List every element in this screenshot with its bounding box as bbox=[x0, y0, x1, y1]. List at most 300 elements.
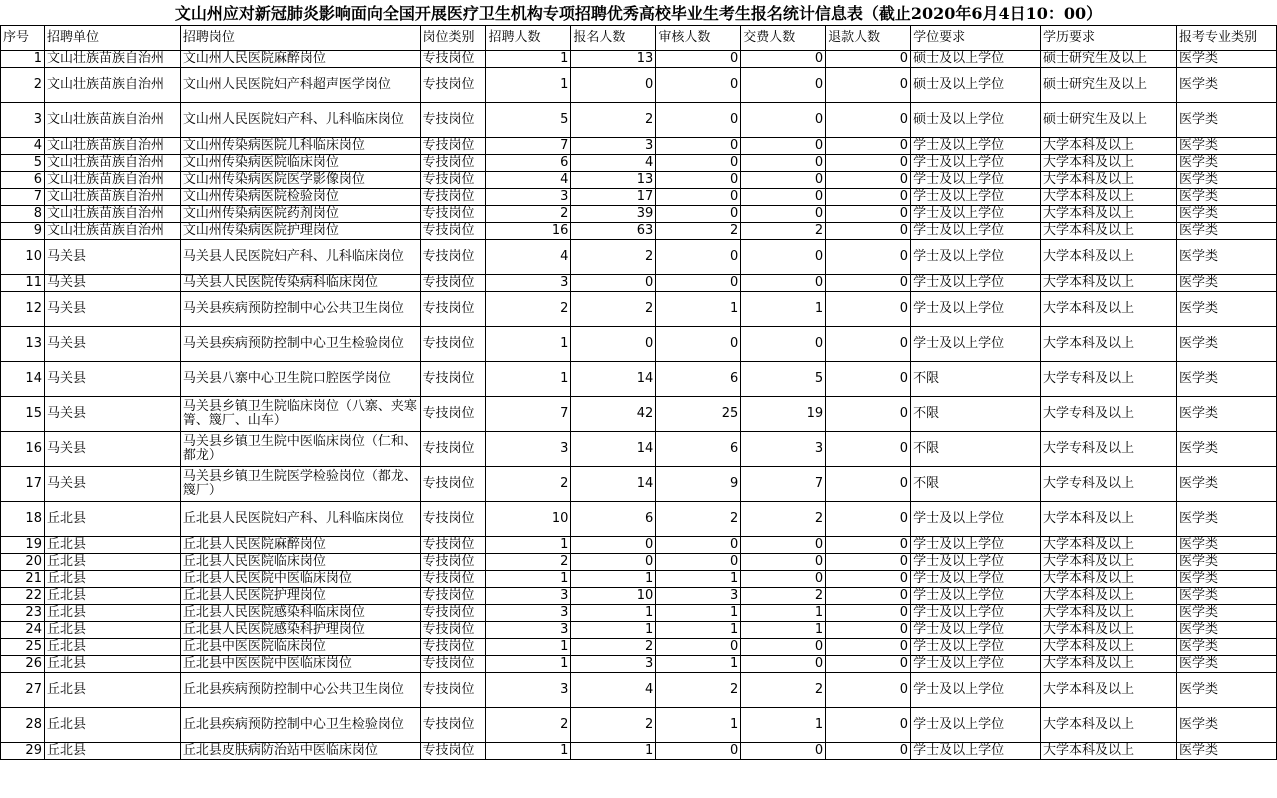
cell-degree[interactable]: 硕士及以上学位 bbox=[911, 103, 1041, 138]
cell-applicants[interactable]: 2 bbox=[571, 708, 656, 743]
cell-degree[interactable]: 硕士及以上学位 bbox=[911, 51, 1041, 68]
cell-education[interactable]: 大学专科及以上 bbox=[1041, 467, 1177, 502]
cell-education[interactable]: 大学本科及以上 bbox=[1041, 206, 1177, 223]
cell-employer[interactable]: 丘北县 bbox=[44, 708, 180, 743]
cell-index[interactable]: 20 bbox=[1, 554, 45, 571]
cell-hiring-count[interactable]: 1 bbox=[486, 362, 571, 397]
cell-index[interactable]: 24 bbox=[1, 622, 45, 639]
cell-major[interactable]: 医学类 bbox=[1176, 172, 1276, 189]
cell-paid[interactable]: 0 bbox=[741, 639, 826, 656]
cell-reviewed[interactable]: 0 bbox=[656, 68, 741, 103]
cell-reviewed[interactable]: 9 bbox=[656, 467, 741, 502]
cell-degree[interactable]: 学士及以上学位 bbox=[911, 292, 1041, 327]
cell-category[interactable]: 专技岗位 bbox=[420, 172, 486, 189]
col-header-education[interactable]: 学历要求 bbox=[1041, 26, 1177, 51]
col-header-paid[interactable]: 交费人数 bbox=[741, 26, 826, 51]
cell-hiring-count[interactable]: 7 bbox=[486, 138, 571, 155]
cell-major[interactable]: 医学类 bbox=[1176, 673, 1276, 708]
cell-index[interactable]: 18 bbox=[1, 502, 45, 537]
cell-applicants[interactable]: 17 bbox=[571, 189, 656, 206]
cell-paid[interactable]: 2 bbox=[741, 223, 826, 240]
cell-applicants[interactable]: 4 bbox=[571, 155, 656, 172]
cell-index[interactable]: 29 bbox=[1, 743, 45, 760]
cell-refunded[interactable]: 0 bbox=[826, 673, 911, 708]
cell-paid[interactable]: 1 bbox=[741, 605, 826, 622]
cell-major[interactable]: 医学类 bbox=[1176, 189, 1276, 206]
cell-refunded[interactable]: 0 bbox=[826, 397, 911, 432]
cell-reviewed[interactable]: 0 bbox=[656, 51, 741, 68]
cell-category[interactable]: 专技岗位 bbox=[420, 275, 486, 292]
cell-position[interactable]: 马关县人民医院妇产科、儿科临床岗位 bbox=[180, 240, 420, 275]
cell-reviewed[interactable]: 0 bbox=[656, 103, 741, 138]
cell-category[interactable]: 专技岗位 bbox=[420, 743, 486, 760]
cell-applicants[interactable]: 10 bbox=[571, 588, 656, 605]
cell-reviewed[interactable]: 2 bbox=[656, 223, 741, 240]
cell-refunded[interactable]: 0 bbox=[826, 571, 911, 588]
cell-index[interactable]: 2 bbox=[1, 68, 45, 103]
cell-position[interactable]: 马关县乡镇卫生院临床岗位（八寨、夹寒箐、篾厂、山车） bbox=[180, 397, 420, 432]
cell-position[interactable]: 丘北县中医医院临床岗位 bbox=[180, 639, 420, 656]
cell-category[interactable]: 专技岗位 bbox=[420, 206, 486, 223]
cell-education[interactable]: 大学本科及以上 bbox=[1041, 605, 1177, 622]
cell-paid[interactable]: 0 bbox=[741, 172, 826, 189]
cell-refunded[interactable]: 0 bbox=[826, 605, 911, 622]
cell-employer[interactable]: 马关县 bbox=[44, 275, 180, 292]
cell-category[interactable]: 专技岗位 bbox=[420, 103, 486, 138]
cell-education[interactable]: 大学本科及以上 bbox=[1041, 292, 1177, 327]
cell-employer[interactable]: 文山壮族苗族自治州 bbox=[44, 51, 180, 68]
cell-hiring-count[interactable]: 1 bbox=[486, 68, 571, 103]
cell-paid[interactable]: 0 bbox=[741, 554, 826, 571]
cell-reviewed[interactable]: 0 bbox=[656, 206, 741, 223]
cell-position[interactable]: 文山州传染病医院医学影像岗位 bbox=[180, 172, 420, 189]
col-header-applicants[interactable]: 报名人数 bbox=[571, 26, 656, 51]
cell-education[interactable]: 大学本科及以上 bbox=[1041, 571, 1177, 588]
cell-refunded[interactable]: 0 bbox=[826, 656, 911, 673]
cell-employer[interactable]: 马关县 bbox=[44, 432, 180, 467]
cell-hiring-count[interactable]: 3 bbox=[486, 588, 571, 605]
cell-major[interactable]: 医学类 bbox=[1176, 502, 1276, 537]
cell-education[interactable]: 大学本科及以上 bbox=[1041, 639, 1177, 656]
cell-index[interactable]: 12 bbox=[1, 292, 45, 327]
cell-index[interactable]: 3 bbox=[1, 103, 45, 138]
cell-applicants[interactable]: 3 bbox=[571, 656, 656, 673]
cell-paid[interactable]: 7 bbox=[741, 467, 826, 502]
cell-position[interactable]: 马关县疾病预防控制中心公共卫生岗位 bbox=[180, 292, 420, 327]
cell-degree[interactable]: 学士及以上学位 bbox=[911, 138, 1041, 155]
cell-position[interactable]: 马关县人民医院传染病科临床岗位 bbox=[180, 275, 420, 292]
cell-education[interactable]: 硕士研究生及以上 bbox=[1041, 51, 1177, 68]
cell-employer[interactable]: 马关县 bbox=[44, 327, 180, 362]
cell-employer[interactable]: 马关县 bbox=[44, 292, 180, 327]
cell-education[interactable]: 大学本科及以上 bbox=[1041, 622, 1177, 639]
cell-index[interactable]: 15 bbox=[1, 397, 45, 432]
cell-index[interactable]: 7 bbox=[1, 189, 45, 206]
cell-position[interactable]: 文山州人民医院麻醉岗位 bbox=[180, 51, 420, 68]
cell-reviewed[interactable]: 2 bbox=[656, 502, 741, 537]
cell-major[interactable]: 医学类 bbox=[1176, 103, 1276, 138]
cell-applicants[interactable]: 0 bbox=[571, 68, 656, 103]
cell-hiring-count[interactable]: 7 bbox=[486, 397, 571, 432]
cell-degree[interactable]: 学士及以上学位 bbox=[911, 743, 1041, 760]
cell-applicants[interactable]: 39 bbox=[571, 206, 656, 223]
cell-position[interactable]: 文山州人民医院妇产科、儿科临床岗位 bbox=[180, 103, 420, 138]
cell-hiring-count[interactable]: 1 bbox=[486, 327, 571, 362]
cell-degree[interactable]: 学士及以上学位 bbox=[911, 327, 1041, 362]
cell-hiring-count[interactable]: 3 bbox=[486, 622, 571, 639]
cell-major[interactable]: 医学类 bbox=[1176, 275, 1276, 292]
cell-major[interactable]: 医学类 bbox=[1176, 571, 1276, 588]
cell-degree[interactable]: 硕士及以上学位 bbox=[911, 68, 1041, 103]
col-header-major[interactable]: 报考专业类别 bbox=[1176, 26, 1276, 51]
cell-category[interactable]: 专技岗位 bbox=[420, 708, 486, 743]
cell-applicants[interactable]: 0 bbox=[571, 554, 656, 571]
cell-refunded[interactable]: 0 bbox=[826, 327, 911, 362]
cell-index[interactable]: 4 bbox=[1, 138, 45, 155]
cell-degree[interactable]: 学士及以上学位 bbox=[911, 155, 1041, 172]
cell-employer[interactable]: 马关县 bbox=[44, 362, 180, 397]
cell-category[interactable]: 专技岗位 bbox=[420, 656, 486, 673]
cell-index[interactable]: 13 bbox=[1, 327, 45, 362]
cell-hiring-count[interactable]: 4 bbox=[486, 240, 571, 275]
cell-refunded[interactable]: 0 bbox=[826, 588, 911, 605]
cell-hiring-count[interactable]: 2 bbox=[486, 292, 571, 327]
cell-category[interactable]: 专技岗位 bbox=[420, 51, 486, 68]
cell-degree[interactable]: 学士及以上学位 bbox=[911, 275, 1041, 292]
cell-paid[interactable]: 0 bbox=[741, 138, 826, 155]
cell-hiring-count[interactable]: 3 bbox=[486, 275, 571, 292]
cell-position[interactable]: 丘北县中医医院中医临床岗位 bbox=[180, 656, 420, 673]
cell-applicants[interactable]: 13 bbox=[571, 51, 656, 68]
cell-category[interactable]: 专技岗位 bbox=[420, 673, 486, 708]
cell-paid[interactable]: 0 bbox=[741, 155, 826, 172]
cell-index[interactable]: 9 bbox=[1, 223, 45, 240]
cell-index[interactable]: 28 bbox=[1, 708, 45, 743]
cell-degree[interactable]: 学士及以上学位 bbox=[911, 172, 1041, 189]
cell-reviewed[interactable]: 1 bbox=[656, 292, 741, 327]
cell-position[interactable]: 丘北县人民医院护理岗位 bbox=[180, 588, 420, 605]
col-header-position[interactable]: 招聘岗位 bbox=[180, 26, 420, 51]
cell-major[interactable]: 医学类 bbox=[1176, 206, 1276, 223]
cell-employer[interactable]: 文山壮族苗族自治州 bbox=[44, 172, 180, 189]
cell-position[interactable]: 丘北县皮肤病防治站中医临床岗位 bbox=[180, 743, 420, 760]
cell-position[interactable]: 丘北县人民医院临床岗位 bbox=[180, 554, 420, 571]
cell-major[interactable]: 医学类 bbox=[1176, 68, 1276, 103]
cell-category[interactable]: 专技岗位 bbox=[420, 397, 486, 432]
cell-employer[interactable]: 丘北县 bbox=[44, 639, 180, 656]
cell-employer[interactable]: 文山壮族苗族自治州 bbox=[44, 103, 180, 138]
cell-major[interactable]: 医学类 bbox=[1176, 743, 1276, 760]
cell-position[interactable]: 丘北县人民医院感染科护理岗位 bbox=[180, 622, 420, 639]
cell-category[interactable]: 专技岗位 bbox=[420, 223, 486, 240]
cell-degree[interactable]: 学士及以上学位 bbox=[911, 605, 1041, 622]
cell-index[interactable]: 14 bbox=[1, 362, 45, 397]
cell-category[interactable]: 专技岗位 bbox=[420, 432, 486, 467]
cell-index[interactable]: 5 bbox=[1, 155, 45, 172]
cell-education[interactable]: 大学本科及以上 bbox=[1041, 327, 1177, 362]
cell-position[interactable]: 丘北县疾病预防控制中心卫生检验岗位 bbox=[180, 708, 420, 743]
cell-position[interactable]: 丘北县人民医院中医临床岗位 bbox=[180, 571, 420, 588]
cell-education[interactable]: 大学专科及以上 bbox=[1041, 397, 1177, 432]
cell-employer[interactable]: 丘北县 bbox=[44, 571, 180, 588]
cell-reviewed[interactable]: 0 bbox=[656, 743, 741, 760]
cell-refunded[interactable]: 0 bbox=[826, 240, 911, 275]
cell-major[interactable]: 医学类 bbox=[1176, 292, 1276, 327]
cell-paid[interactable]: 0 bbox=[741, 743, 826, 760]
cell-position[interactable]: 马关县疾病预防控制中心卫生检验岗位 bbox=[180, 327, 420, 362]
cell-degree[interactable]: 学士及以上学位 bbox=[911, 537, 1041, 554]
col-header-refunded[interactable]: 退款人数 bbox=[826, 26, 911, 51]
cell-reviewed[interactable]: 1 bbox=[656, 656, 741, 673]
cell-refunded[interactable]: 0 bbox=[826, 172, 911, 189]
cell-education[interactable]: 大学本科及以上 bbox=[1041, 743, 1177, 760]
cell-degree[interactable]: 学士及以上学位 bbox=[911, 673, 1041, 708]
cell-paid[interactable]: 0 bbox=[741, 68, 826, 103]
cell-index[interactable]: 10 bbox=[1, 240, 45, 275]
cell-paid[interactable]: 19 bbox=[741, 397, 826, 432]
cell-reviewed[interactable]: 0 bbox=[656, 554, 741, 571]
cell-major[interactable]: 医学类 bbox=[1176, 223, 1276, 240]
cell-category[interactable]: 专技岗位 bbox=[420, 588, 486, 605]
cell-reviewed[interactable]: 0 bbox=[656, 240, 741, 275]
cell-position[interactable]: 文山州传染病医院药剂岗位 bbox=[180, 206, 420, 223]
cell-position[interactable]: 丘北县疾病预防控制中心公共卫生岗位 bbox=[180, 673, 420, 708]
cell-index[interactable]: 22 bbox=[1, 588, 45, 605]
cell-degree[interactable]: 学士及以上学位 bbox=[911, 554, 1041, 571]
cell-employer[interactable]: 丘北县 bbox=[44, 605, 180, 622]
cell-education[interactable]: 大学本科及以上 bbox=[1041, 588, 1177, 605]
cell-major[interactable]: 医学类 bbox=[1176, 397, 1276, 432]
cell-position[interactable]: 文山州传染病医院临床岗位 bbox=[180, 155, 420, 172]
cell-employer[interactable]: 文山壮族苗族自治州 bbox=[44, 155, 180, 172]
col-header-degree[interactable]: 学位要求 bbox=[911, 26, 1041, 51]
cell-applicants[interactable]: 63 bbox=[571, 223, 656, 240]
cell-employer[interactable]: 丘北县 bbox=[44, 656, 180, 673]
cell-index[interactable]: 8 bbox=[1, 206, 45, 223]
cell-paid[interactable]: 1 bbox=[741, 708, 826, 743]
cell-refunded[interactable]: 0 bbox=[826, 467, 911, 502]
cell-major[interactable]: 医学类 bbox=[1176, 432, 1276, 467]
cell-refunded[interactable]: 0 bbox=[826, 103, 911, 138]
cell-reviewed[interactable]: 1 bbox=[656, 622, 741, 639]
cell-applicants[interactable]: 1 bbox=[571, 605, 656, 622]
cell-position[interactable]: 丘北县人民医院妇产科、儿科临床岗位 bbox=[180, 502, 420, 537]
cell-index[interactable]: 27 bbox=[1, 673, 45, 708]
cell-refunded[interactable]: 0 bbox=[826, 537, 911, 554]
cell-paid[interactable]: 2 bbox=[741, 502, 826, 537]
cell-position[interactable]: 马关县乡镇卫生院医学检验岗位（都龙、篾厂） bbox=[180, 467, 420, 502]
cell-applicants[interactable]: 0 bbox=[571, 537, 656, 554]
cell-index[interactable]: 1 bbox=[1, 51, 45, 68]
cell-major[interactable]: 医学类 bbox=[1176, 327, 1276, 362]
cell-refunded[interactable]: 0 bbox=[826, 639, 911, 656]
cell-applicants[interactable]: 14 bbox=[571, 467, 656, 502]
cell-major[interactable]: 医学类 bbox=[1176, 467, 1276, 502]
cell-hiring-count[interactable]: 3 bbox=[486, 189, 571, 206]
cell-index[interactable]: 26 bbox=[1, 656, 45, 673]
col-header-reviewed[interactable]: 审核人数 bbox=[656, 26, 741, 51]
cell-reviewed[interactable]: 1 bbox=[656, 571, 741, 588]
cell-reviewed[interactable]: 0 bbox=[656, 275, 741, 292]
col-header-category[interactable]: 岗位类别 bbox=[420, 26, 486, 51]
cell-position[interactable]: 马关县乡镇卫生院中医临床岗位（仁和、都龙） bbox=[180, 432, 420, 467]
cell-reviewed[interactable]: 3 bbox=[656, 588, 741, 605]
cell-refunded[interactable]: 0 bbox=[826, 275, 911, 292]
cell-hiring-count[interactable]: 6 bbox=[486, 155, 571, 172]
cell-hiring-count[interactable]: 2 bbox=[486, 467, 571, 502]
cell-employer[interactable]: 文山壮族苗族自治州 bbox=[44, 206, 180, 223]
cell-hiring-count[interactable]: 5 bbox=[486, 103, 571, 138]
col-header-hiring-count[interactable]: 招聘人数 bbox=[486, 26, 571, 51]
cell-hiring-count[interactable]: 2 bbox=[486, 554, 571, 571]
cell-hiring-count[interactable]: 4 bbox=[486, 172, 571, 189]
cell-paid[interactable]: 0 bbox=[741, 206, 826, 223]
cell-applicants[interactable]: 6 bbox=[571, 502, 656, 537]
cell-degree[interactable]: 学士及以上学位 bbox=[911, 656, 1041, 673]
cell-position[interactable]: 文山州传染病医院检验岗位 bbox=[180, 189, 420, 206]
cell-major[interactable]: 医学类 bbox=[1176, 138, 1276, 155]
cell-position[interactable]: 马关县八寨中心卫生院口腔医学岗位 bbox=[180, 362, 420, 397]
cell-position[interactable]: 文山州人民医院妇产科超声医学岗位 bbox=[180, 68, 420, 103]
cell-degree[interactable]: 学士及以上学位 bbox=[911, 189, 1041, 206]
cell-paid[interactable]: 0 bbox=[741, 240, 826, 275]
cell-applicants[interactable]: 13 bbox=[571, 172, 656, 189]
cell-reviewed[interactable]: 0 bbox=[656, 138, 741, 155]
cell-major[interactable]: 医学类 bbox=[1176, 708, 1276, 743]
cell-hiring-count[interactable]: 16 bbox=[486, 223, 571, 240]
cell-refunded[interactable]: 0 bbox=[826, 502, 911, 537]
cell-education[interactable]: 大学本科及以上 bbox=[1041, 172, 1177, 189]
cell-applicants[interactable]: 2 bbox=[571, 103, 656, 138]
col-header-employer[interactable]: 招聘单位 bbox=[44, 26, 180, 51]
cell-reviewed[interactable]: 25 bbox=[656, 397, 741, 432]
cell-major[interactable]: 医学类 bbox=[1176, 362, 1276, 397]
cell-degree[interactable]: 学士及以上学位 bbox=[911, 206, 1041, 223]
cell-education[interactable]: 大学本科及以上 bbox=[1041, 275, 1177, 292]
cell-employer[interactable]: 丘北县 bbox=[44, 554, 180, 571]
cell-reviewed[interactable]: 0 bbox=[656, 537, 741, 554]
cell-category[interactable]: 专技岗位 bbox=[420, 554, 486, 571]
cell-education[interactable]: 大学本科及以上 bbox=[1041, 708, 1177, 743]
cell-paid[interactable]: 0 bbox=[741, 103, 826, 138]
cell-applicants[interactable]: 2 bbox=[571, 639, 656, 656]
cell-paid[interactable]: 0 bbox=[741, 275, 826, 292]
cell-category[interactable]: 专技岗位 bbox=[420, 292, 486, 327]
cell-index[interactable]: 16 bbox=[1, 432, 45, 467]
cell-education[interactable]: 大学本科及以上 bbox=[1041, 656, 1177, 673]
cell-applicants[interactable]: 14 bbox=[571, 362, 656, 397]
cell-position[interactable]: 文山州传染病医院护理岗位 bbox=[180, 223, 420, 240]
cell-employer[interactable]: 马关县 bbox=[44, 240, 180, 275]
cell-category[interactable]: 专技岗位 bbox=[420, 68, 486, 103]
cell-hiring-count[interactable]: 2 bbox=[486, 206, 571, 223]
cell-major[interactable]: 医学类 bbox=[1176, 605, 1276, 622]
cell-education[interactable]: 大学本科及以上 bbox=[1041, 554, 1177, 571]
cell-employer[interactable]: 文山壮族苗族自治州 bbox=[44, 138, 180, 155]
cell-degree[interactable]: 不限 bbox=[911, 432, 1041, 467]
cell-index[interactable]: 19 bbox=[1, 537, 45, 554]
cell-position[interactable]: 丘北县人民医院麻醉岗位 bbox=[180, 537, 420, 554]
cell-reviewed[interactable]: 0 bbox=[656, 327, 741, 362]
cell-degree[interactable]: 不限 bbox=[911, 397, 1041, 432]
cell-refunded[interactable]: 0 bbox=[826, 743, 911, 760]
cell-hiring-count[interactable]: 1 bbox=[486, 51, 571, 68]
cell-hiring-count[interactable]: 1 bbox=[486, 537, 571, 554]
cell-category[interactable]: 专技岗位 bbox=[420, 571, 486, 588]
cell-degree[interactable]: 学士及以上学位 bbox=[911, 571, 1041, 588]
cell-applicants[interactable]: 4 bbox=[571, 673, 656, 708]
cell-education[interactable]: 大学本科及以上 bbox=[1041, 240, 1177, 275]
cell-reviewed[interactable]: 0 bbox=[656, 172, 741, 189]
cell-major[interactable]: 医学类 bbox=[1176, 537, 1276, 554]
cell-position[interactable]: 文山州传染病医院儿科临床岗位 bbox=[180, 138, 420, 155]
cell-refunded[interactable]: 0 bbox=[826, 155, 911, 172]
cell-paid[interactable]: 2 bbox=[741, 673, 826, 708]
cell-applicants[interactable]: 2 bbox=[571, 292, 656, 327]
cell-hiring-count[interactable]: 10 bbox=[486, 502, 571, 537]
cell-category[interactable]: 专技岗位 bbox=[420, 605, 486, 622]
col-header-index[interactable]: 序号 bbox=[1, 26, 45, 51]
cell-category[interactable]: 专技岗位 bbox=[420, 639, 486, 656]
cell-major[interactable]: 医学类 bbox=[1176, 155, 1276, 172]
cell-index[interactable]: 11 bbox=[1, 275, 45, 292]
cell-employer[interactable]: 丘北县 bbox=[44, 622, 180, 639]
cell-reviewed[interactable]: 2 bbox=[656, 673, 741, 708]
cell-hiring-count[interactable]: 1 bbox=[486, 743, 571, 760]
cell-paid[interactable]: 3 bbox=[741, 432, 826, 467]
cell-education[interactable]: 大学本科及以上 bbox=[1041, 502, 1177, 537]
cell-education[interactable]: 大学专科及以上 bbox=[1041, 362, 1177, 397]
cell-applicants[interactable]: 1 bbox=[571, 571, 656, 588]
cell-refunded[interactable]: 0 bbox=[826, 138, 911, 155]
cell-applicants[interactable]: 3 bbox=[571, 138, 656, 155]
cell-paid[interactable]: 0 bbox=[741, 571, 826, 588]
cell-refunded[interactable]: 0 bbox=[826, 362, 911, 397]
cell-index[interactable]: 21 bbox=[1, 571, 45, 588]
cell-education[interactable]: 硕士研究生及以上 bbox=[1041, 103, 1177, 138]
cell-refunded[interactable]: 0 bbox=[826, 292, 911, 327]
cell-education[interactable]: 大学本科及以上 bbox=[1041, 223, 1177, 240]
cell-category[interactable]: 专技岗位 bbox=[420, 240, 486, 275]
cell-hiring-count[interactable]: 1 bbox=[486, 639, 571, 656]
cell-category[interactable]: 专技岗位 bbox=[420, 467, 486, 502]
cell-index[interactable]: 6 bbox=[1, 172, 45, 189]
cell-position[interactable]: 丘北县人民医院感染科临床岗位 bbox=[180, 605, 420, 622]
cell-degree[interactable]: 学士及以上学位 bbox=[911, 240, 1041, 275]
cell-refunded[interactable]: 0 bbox=[826, 189, 911, 206]
cell-degree[interactable]: 学士及以上学位 bbox=[911, 639, 1041, 656]
cell-applicants[interactable]: 0 bbox=[571, 327, 656, 362]
cell-hiring-count[interactable]: 3 bbox=[486, 432, 571, 467]
cell-reviewed[interactable]: 6 bbox=[656, 432, 741, 467]
cell-index[interactable]: 17 bbox=[1, 467, 45, 502]
cell-education[interactable]: 大学本科及以上 bbox=[1041, 537, 1177, 554]
cell-refunded[interactable]: 0 bbox=[826, 432, 911, 467]
cell-paid[interactable]: 2 bbox=[741, 588, 826, 605]
cell-degree[interactable]: 学士及以上学位 bbox=[911, 223, 1041, 240]
cell-major[interactable]: 医学类 bbox=[1176, 622, 1276, 639]
cell-applicants[interactable]: 42 bbox=[571, 397, 656, 432]
cell-employer[interactable]: 文山壮族苗族自治州 bbox=[44, 68, 180, 103]
cell-hiring-count[interactable]: 1 bbox=[486, 656, 571, 673]
cell-major[interactable]: 医学类 bbox=[1176, 588, 1276, 605]
cell-applicants[interactable]: 1 bbox=[571, 622, 656, 639]
cell-employer[interactable]: 马关县 bbox=[44, 397, 180, 432]
cell-index[interactable]: 25 bbox=[1, 639, 45, 656]
cell-category[interactable]: 专技岗位 bbox=[420, 138, 486, 155]
cell-degree[interactable]: 不限 bbox=[911, 362, 1041, 397]
cell-major[interactable]: 医学类 bbox=[1176, 656, 1276, 673]
